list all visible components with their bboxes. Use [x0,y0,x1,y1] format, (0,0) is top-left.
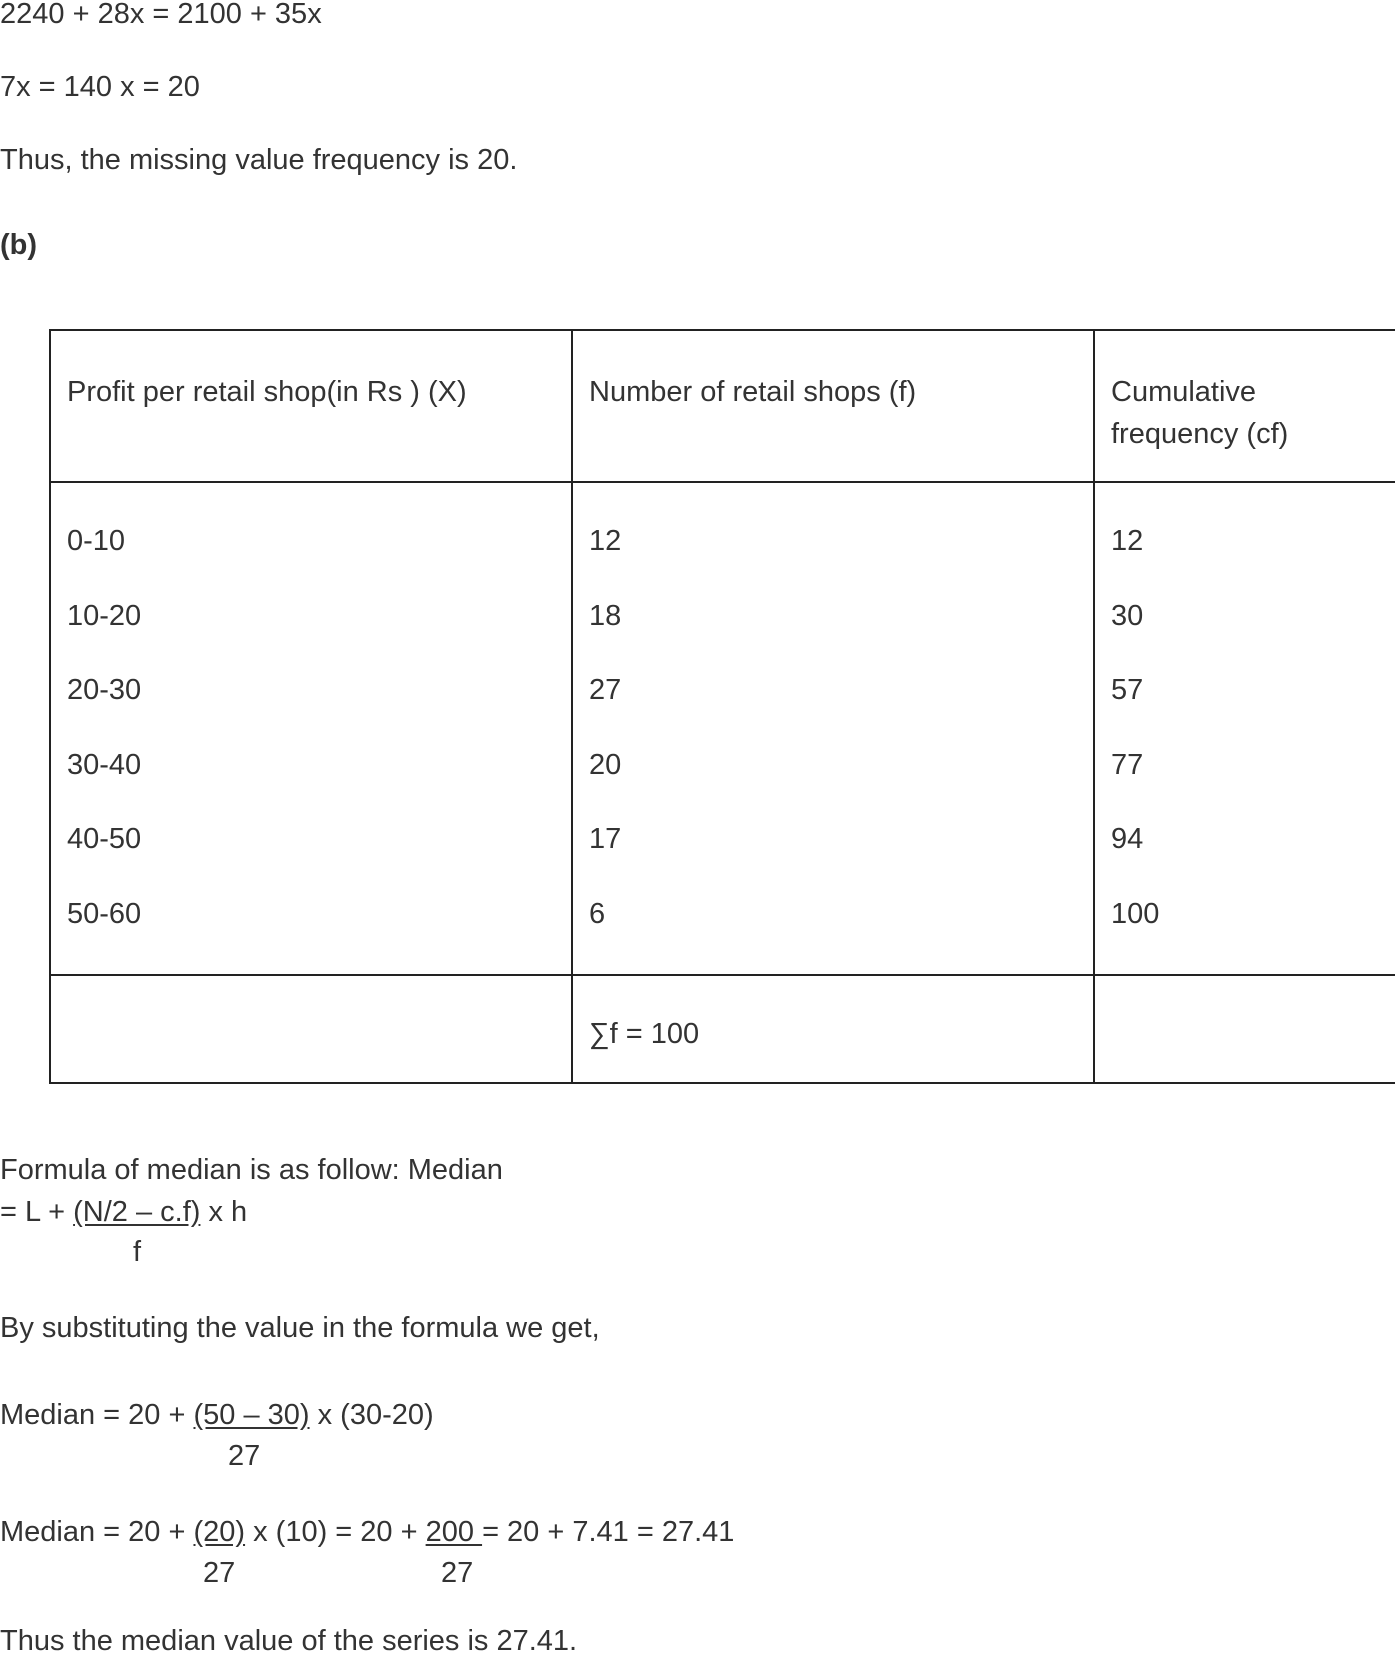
shops-column [572,482,1094,975]
table-cell: 50-60 [67,897,142,930]
table-header-row [50,330,1395,482]
table-cell: 77 [1111,748,1144,781]
total-cell [572,975,1094,1083]
formula-numerator: (N/2 – c.f) [73,1196,201,1228]
median-step-2-denominator-1: 27 [203,1557,236,1589]
median-step-1-numerator: (50 – 30) [193,1399,310,1431]
total-empty-cell [50,975,572,1083]
table-cell: 17 [589,823,622,855]
total-empty-cell [1094,975,1395,1083]
table-cell: 30 [1111,599,1144,632]
median-step-1-denominator: 27 [228,1440,261,1472]
header-cumulative-line1: Cumulative [1111,376,1257,408]
table-body-row [50,482,1395,975]
frequency-table [49,329,1395,1084]
table-cell: 12 [1111,525,1144,557]
equation-line-2: 7x = 140 x = 20 [0,71,200,103]
table-cell: 100 [1111,897,1160,930]
median-step-2-numerator2: 200 [425,1516,483,1548]
table-cell: 20-30 [67,674,142,706]
sum-frequency: ∑f = 100 [589,1018,700,1050]
table-cell: 18 [589,599,622,632]
table-cell: 40-50 [67,823,142,855]
profit-column [50,482,572,975]
formula-denominator: f [133,1236,142,1268]
table-cell: 57 [1111,674,1144,706]
header-cumulative [1094,330,1395,482]
table-cell: 10-20 [67,599,142,632]
median-step-2-denominator-2: 27 [441,1557,474,1589]
equation-line-1: 2240 + 28x = 2100 + 35x [0,0,322,30]
formula-line: = L + (N/2 – c.f) x h [0,1196,248,1228]
median-step-1: Median = 20 + (50 – 30) x (30-20) [0,1399,434,1431]
table-cell: 20 [589,748,622,781]
table-cell: 12 [589,525,622,557]
header-shops: Number of retail shops (f) [572,330,1094,482]
table-cell: 30-40 [67,748,142,781]
table-cell: 6 [589,897,606,930]
header-profit: Profit per retail shop(in Rs ) (X) [50,330,572,482]
table-total-row [50,975,1395,1083]
header-cumulative-line2: frequency (cf) [1111,418,1289,450]
table-cell: 94 [1111,823,1144,855]
part-b-label: (b) [0,229,38,261]
median-step-2-numerator: (20) [193,1516,246,1548]
final-conclusion: Thus the median value of the series is 27.41. [0,1625,578,1657]
formula-intro: Formula of median is as follow: Median [0,1154,503,1186]
conclusion-part-a: Thus, the missing value frequency is 20. [0,144,518,176]
substitution-intro: By substituting the value in the formula we get, [0,1312,600,1344]
table-cell: 27 [589,674,622,706]
median-step-2: Median = 20 + (20) x (10) = 20 + 200 = 20 + 7.41 = 27.41 [0,1516,735,1548]
table-cell: 0-10 [67,525,126,557]
cumulative-column [1094,482,1395,975]
